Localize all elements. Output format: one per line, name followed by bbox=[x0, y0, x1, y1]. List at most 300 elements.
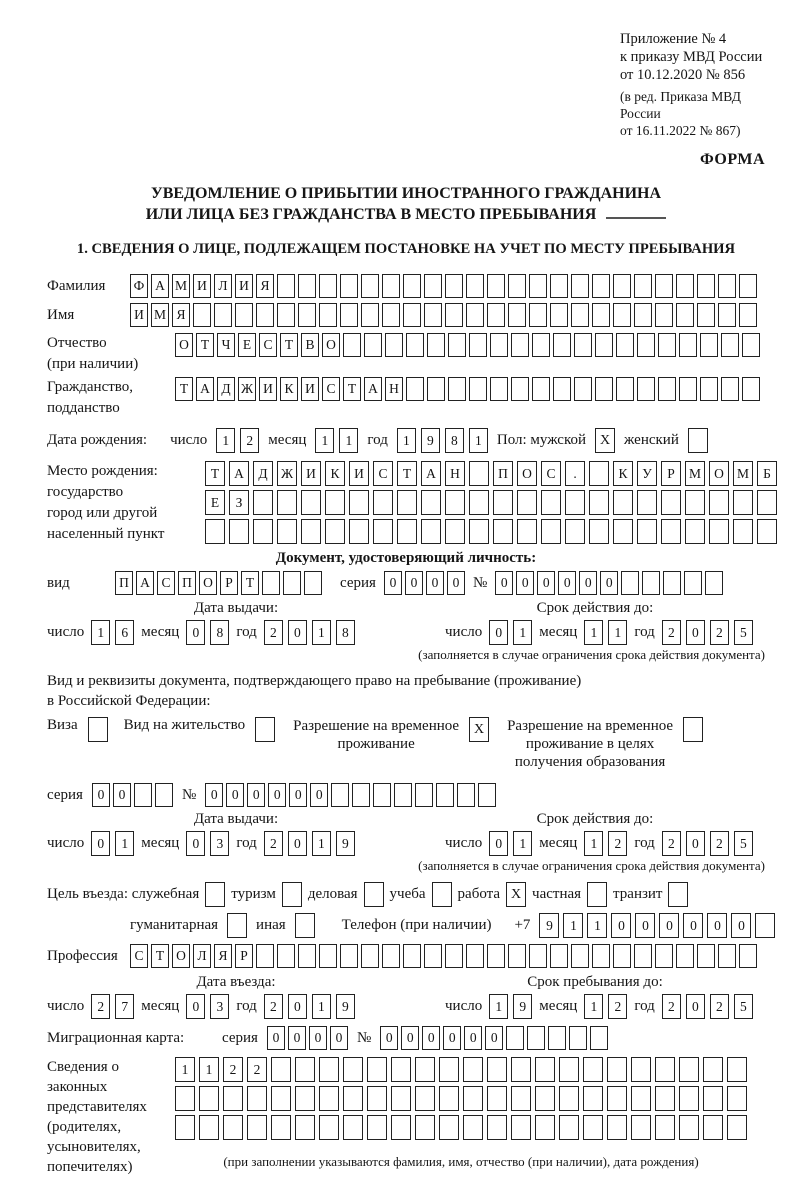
char-cell bbox=[532, 377, 550, 401]
char-cell: 0 bbox=[330, 1026, 348, 1050]
char-cell bbox=[304, 571, 322, 595]
char-cell bbox=[487, 944, 505, 968]
char-cell bbox=[595, 377, 613, 401]
char-cell: 0 bbox=[537, 571, 555, 595]
char-cell bbox=[364, 333, 382, 357]
char-cell: 0 bbox=[495, 571, 513, 595]
char-cell bbox=[487, 1086, 507, 1111]
char-cell bbox=[637, 519, 657, 544]
char-cell bbox=[391, 1057, 411, 1082]
permit-valid-month-label: месяц bbox=[539, 835, 578, 851]
char-cell: 1 bbox=[339, 428, 358, 453]
representatives-boxes-row3 bbox=[175, 1115, 747, 1140]
char-cell bbox=[661, 490, 681, 515]
char-cell bbox=[676, 303, 694, 327]
purpose-private-checkbox bbox=[587, 882, 607, 907]
char-cell bbox=[634, 944, 652, 968]
purpose-business-checkbox bbox=[364, 882, 384, 907]
char-cell bbox=[506, 1026, 524, 1050]
char-cell bbox=[331, 783, 349, 807]
char-cell bbox=[205, 519, 225, 544]
char-cell bbox=[658, 333, 676, 357]
residence-doc-line1: Вид и реквизиты документа, подтверждающего право на пребывание (проживание) bbox=[47, 673, 582, 689]
char-cell bbox=[679, 1057, 699, 1082]
char-cell bbox=[571, 274, 589, 298]
char-cell: 0 bbox=[600, 571, 618, 595]
char-cell bbox=[487, 1115, 507, 1140]
char-cell bbox=[565, 519, 585, 544]
char-cell bbox=[445, 519, 465, 544]
phone-prefix: +7 bbox=[514, 917, 531, 933]
char-cell: 1 bbox=[312, 994, 331, 1019]
char-cell bbox=[559, 1115, 579, 1140]
char-cell bbox=[757, 490, 777, 515]
char-cell: 0 bbox=[288, 831, 307, 856]
char-cell bbox=[421, 519, 441, 544]
stay-until-heading: Срок пребывания до: bbox=[527, 974, 663, 990]
representatives-label bbox=[47, 1057, 175, 1177]
doc-number-boxes bbox=[495, 571, 723, 595]
doc-type-boxes bbox=[115, 571, 322, 595]
migration-series-boxes bbox=[267, 1026, 348, 1050]
representatives-label-line4: (родителях, bbox=[47, 1119, 122, 1135]
char-cell bbox=[571, 303, 589, 327]
doc-series-label: серия bbox=[340, 574, 376, 591]
char-cell bbox=[550, 274, 568, 298]
birth-day-boxes bbox=[216, 428, 259, 453]
char-cell: 1 bbox=[175, 1057, 195, 1082]
char-cell bbox=[349, 519, 369, 544]
char-cell bbox=[511, 1086, 531, 1111]
char-cell bbox=[607, 1086, 627, 1111]
char-cell: 5 bbox=[734, 831, 753, 856]
purpose-study-label: учеба bbox=[389, 886, 426, 902]
purpose-private-label: частная bbox=[532, 886, 582, 902]
header-annotation bbox=[620, 30, 765, 139]
char-cell: В bbox=[301, 333, 319, 357]
representatives-label-line3: представителях bbox=[47, 1099, 147, 1115]
char-cell bbox=[235, 303, 253, 327]
permit-issue-year-label: год bbox=[236, 835, 257, 851]
char-cell bbox=[718, 274, 736, 298]
birth-place-label-line1: Место рождения: bbox=[47, 463, 158, 479]
surname-boxes bbox=[130, 274, 757, 298]
char-cell bbox=[705, 571, 723, 595]
char-cell bbox=[340, 303, 358, 327]
char-cell bbox=[655, 274, 673, 298]
char-cell bbox=[548, 1026, 566, 1050]
forma-label: ФОРМА bbox=[699, 151, 765, 168]
stay-month-label: месяц bbox=[539, 998, 578, 1014]
char-cell bbox=[361, 274, 379, 298]
char-cell: 0 bbox=[731, 913, 751, 938]
visa-label: Виза bbox=[47, 717, 78, 733]
permit-issue-day-boxes bbox=[91, 831, 134, 856]
char-cell bbox=[397, 519, 417, 544]
doc-issue-date-heading: Дата выдачи: bbox=[193, 600, 279, 616]
temp-residence-edu-label-line1: Разрешение на временное bbox=[507, 718, 674, 734]
char-cell: П bbox=[493, 461, 513, 486]
char-cell bbox=[445, 274, 463, 298]
entry-day-label: число bbox=[47, 998, 85, 1014]
stay-year-boxes bbox=[662, 994, 753, 1019]
char-cell bbox=[511, 1057, 531, 1082]
char-cell bbox=[367, 1115, 387, 1140]
entry-month-boxes bbox=[186, 994, 229, 1019]
char-cell bbox=[655, 1057, 675, 1082]
purpose-work-checkbox: X bbox=[506, 882, 526, 907]
char-cell bbox=[319, 274, 337, 298]
char-cell: З bbox=[229, 490, 249, 515]
char-cell: О bbox=[175, 333, 193, 357]
doc-number-label: № bbox=[472, 574, 488, 591]
char-cell bbox=[511, 377, 529, 401]
birth-place-boxes-row2 bbox=[205, 490, 777, 515]
char-cell bbox=[559, 1057, 579, 1082]
entry-year-label: год bbox=[236, 998, 257, 1014]
birth-date-label: Дата рождения: bbox=[47, 432, 148, 448]
char-cell bbox=[589, 519, 609, 544]
header-line-4: (в ред. Приказа МВД России bbox=[620, 89, 741, 121]
char-cell bbox=[700, 333, 718, 357]
stay-day-boxes bbox=[489, 994, 532, 1019]
char-cell bbox=[583, 1057, 603, 1082]
representatives-note: (при заполнении указываются фамилия, имя, отчество (при наличии), дата рождения) bbox=[223, 1154, 699, 1169]
sex-male-label: Пол: мужской bbox=[496, 432, 587, 448]
char-cell bbox=[340, 944, 358, 968]
char-cell: Р bbox=[220, 571, 238, 595]
patronymic-label-line1: Отчество bbox=[47, 335, 107, 351]
birth-day-label: число bbox=[170, 432, 208, 448]
char-cell bbox=[607, 1057, 627, 1082]
char-cell: О bbox=[172, 944, 190, 968]
char-cell bbox=[637, 333, 655, 357]
char-cell bbox=[382, 303, 400, 327]
char-cell: Т bbox=[175, 377, 193, 401]
temp-residence-label bbox=[293, 717, 459, 753]
char-cell: 7 bbox=[115, 994, 134, 1019]
entry-date bbox=[47, 994, 425, 1019]
char-cell: 6 bbox=[115, 620, 134, 645]
char-cell: М bbox=[151, 303, 169, 327]
char-cell bbox=[661, 519, 681, 544]
doc-valid-date bbox=[445, 620, 765, 645]
char-cell: 8 bbox=[210, 620, 229, 645]
identity-doc-heading: Документ, удостоверяющий личность: bbox=[275, 550, 537, 566]
char-cell bbox=[295, 1086, 315, 1111]
char-cell: 0 bbox=[405, 571, 423, 595]
char-cell: 0 bbox=[186, 994, 205, 1019]
char-cell bbox=[134, 783, 152, 807]
char-cell: 0 bbox=[443, 1026, 461, 1050]
char-cell bbox=[175, 1115, 195, 1140]
representatives-label-line2: законных bbox=[47, 1079, 108, 1095]
char-cell: 0 bbox=[707, 913, 727, 938]
char-cell bbox=[676, 944, 694, 968]
char-cell bbox=[466, 274, 484, 298]
char-cell bbox=[742, 377, 760, 401]
char-cell: 2 bbox=[662, 994, 681, 1019]
char-cell bbox=[565, 490, 585, 515]
char-cell: И bbox=[130, 303, 148, 327]
char-cell bbox=[703, 1115, 723, 1140]
char-cell bbox=[709, 490, 729, 515]
char-cell bbox=[700, 377, 718, 401]
char-cell bbox=[155, 783, 173, 807]
char-cell bbox=[415, 1086, 435, 1111]
char-cell bbox=[193, 303, 211, 327]
char-cell bbox=[382, 944, 400, 968]
entry-month-label: месяц bbox=[141, 998, 180, 1014]
char-cell: 0 bbox=[516, 571, 534, 595]
doc-valid-year-label: год bbox=[634, 624, 655, 640]
doc-issue-month-label: месяц bbox=[141, 624, 180, 640]
representatives-label-line5: усыновителях, bbox=[47, 1139, 141, 1155]
char-cell bbox=[229, 519, 249, 544]
char-cell bbox=[271, 1086, 291, 1111]
char-cell: 2 bbox=[223, 1057, 243, 1082]
char-cell: 9 bbox=[539, 913, 559, 938]
residence-doc-line2: в Российской Федерации: bbox=[47, 693, 211, 709]
char-cell bbox=[439, 1115, 459, 1140]
representatives-label-line6: попечителях) bbox=[47, 1159, 133, 1175]
char-cell: 2 bbox=[662, 620, 681, 645]
char-cell bbox=[487, 303, 505, 327]
char-cell: Т bbox=[343, 377, 361, 401]
char-cell: И bbox=[301, 377, 319, 401]
char-cell bbox=[424, 944, 442, 968]
permit-issue-month-label: месяц bbox=[141, 835, 180, 851]
entry-date-heading: Дата въезда: bbox=[196, 974, 276, 990]
char-cell: 1 bbox=[513, 831, 532, 856]
char-cell bbox=[415, 783, 433, 807]
stay-until-date bbox=[445, 994, 765, 1019]
char-cell bbox=[298, 303, 316, 327]
temp-residence-edu-checkbox bbox=[683, 717, 703, 742]
char-cell: 0 bbox=[447, 571, 465, 595]
char-cell: О bbox=[322, 333, 340, 357]
char-cell: 0 bbox=[268, 783, 286, 807]
char-cell bbox=[550, 944, 568, 968]
char-cell: 0 bbox=[380, 1026, 398, 1050]
char-cell: Т bbox=[280, 333, 298, 357]
char-cell bbox=[553, 377, 571, 401]
header-line-5: от 16.11.2022 № 867) bbox=[620, 123, 741, 138]
char-cell bbox=[655, 944, 673, 968]
char-cell: 1 bbox=[397, 428, 416, 453]
char-cell: Л bbox=[193, 944, 211, 968]
char-cell: К bbox=[280, 377, 298, 401]
char-cell: 1 bbox=[115, 831, 134, 856]
char-cell: 9 bbox=[336, 994, 355, 1019]
char-cell bbox=[175, 1086, 195, 1111]
birth-place-label-line2: государство bbox=[47, 484, 124, 500]
birth-month-boxes bbox=[315, 428, 358, 453]
char-cell: 0 bbox=[288, 994, 307, 1019]
visit-purpose-official-label: Цель въезда: служебная bbox=[47, 886, 200, 902]
char-cell bbox=[391, 1086, 411, 1111]
char-cell: 0 bbox=[205, 783, 223, 807]
char-cell bbox=[256, 944, 274, 968]
char-cell bbox=[718, 303, 736, 327]
char-cell bbox=[517, 519, 537, 544]
char-cell: 0 bbox=[659, 913, 679, 938]
char-cell bbox=[592, 944, 610, 968]
char-cell: А bbox=[136, 571, 154, 595]
char-cell bbox=[424, 274, 442, 298]
char-cell bbox=[676, 274, 694, 298]
char-cell bbox=[595, 333, 613, 357]
char-cell: 1 bbox=[312, 831, 331, 856]
char-cell: Т bbox=[196, 333, 214, 357]
char-cell bbox=[718, 944, 736, 968]
char-cell: 0 bbox=[464, 1026, 482, 1050]
char-cell: 0 bbox=[384, 571, 402, 595]
char-cell: Ч bbox=[217, 333, 235, 357]
char-cell: 1 bbox=[469, 428, 488, 453]
patronymic-boxes bbox=[175, 333, 760, 357]
char-cell bbox=[517, 490, 537, 515]
char-cell bbox=[367, 1057, 387, 1082]
char-cell: О bbox=[517, 461, 537, 486]
char-cell bbox=[679, 333, 697, 357]
char-cell bbox=[256, 303, 274, 327]
char-cell: 0 bbox=[92, 783, 110, 807]
char-cell bbox=[277, 274, 295, 298]
temp-residence-checkbox: X bbox=[469, 717, 489, 742]
char-cell bbox=[529, 274, 547, 298]
char-cell bbox=[277, 303, 295, 327]
char-cell: 8 bbox=[445, 428, 464, 453]
char-cell bbox=[325, 490, 345, 515]
char-cell bbox=[637, 490, 657, 515]
char-cell bbox=[527, 1026, 545, 1050]
char-cell: М bbox=[172, 274, 190, 298]
char-cell bbox=[508, 303, 526, 327]
char-cell bbox=[571, 944, 589, 968]
char-cell bbox=[757, 519, 777, 544]
char-cell bbox=[469, 333, 487, 357]
patronymic-label bbox=[47, 333, 175, 375]
char-cell bbox=[592, 303, 610, 327]
sex-female-checkbox bbox=[688, 428, 708, 453]
permit-series-label: серия bbox=[47, 786, 83, 803]
doc-validity-note: (заполняется в случае ограничения срока действия документа) bbox=[418, 647, 765, 662]
purpose-tourism-checkbox bbox=[282, 882, 302, 907]
form-title-line1: УВЕДОМЛЕНИЕ О ПРИБЫТИИ ИНОСТРАННОГО ГРАЖДАНИНА bbox=[150, 185, 662, 202]
name-label: Имя bbox=[47, 306, 75, 323]
char-cell bbox=[247, 1086, 267, 1111]
char-cell bbox=[541, 519, 561, 544]
temp-residence-edu-label bbox=[507, 717, 673, 771]
permit-valid-day-label: число bbox=[445, 835, 483, 851]
purpose-work-label: работа bbox=[457, 886, 501, 902]
char-cell bbox=[613, 274, 631, 298]
char-cell: 0 bbox=[426, 571, 444, 595]
phone-boxes bbox=[539, 913, 775, 938]
char-cell bbox=[589, 490, 609, 515]
char-cell bbox=[367, 1086, 387, 1111]
char-cell: С bbox=[541, 461, 561, 486]
representatives-label-line1: Сведения о bbox=[47, 1059, 119, 1075]
char-cell: 0 bbox=[186, 831, 205, 856]
stay-month-boxes bbox=[584, 994, 627, 1019]
purpose-other-checkbox bbox=[295, 913, 315, 938]
char-cell: 9 bbox=[513, 994, 532, 1019]
char-cell bbox=[569, 1026, 587, 1050]
char-cell bbox=[352, 783, 370, 807]
permit-valid-year-label: год bbox=[634, 835, 655, 851]
purpose-transit-checkbox bbox=[668, 882, 688, 907]
char-cell bbox=[277, 490, 297, 515]
char-cell: 1 bbox=[489, 994, 508, 1019]
char-cell: 0 bbox=[267, 1026, 285, 1050]
char-cell bbox=[655, 303, 673, 327]
permit-valid-until-heading: Срок действия до: bbox=[536, 811, 654, 827]
sex-female-label: женский bbox=[624, 432, 679, 448]
char-cell: 0 bbox=[489, 831, 508, 856]
char-cell bbox=[658, 377, 676, 401]
form-title-line2-text: ИЛИ ЛИЦА БЕЗ ГРАЖДАНСТВА В МЕСТО ПРЕБЫВАНИЯ bbox=[145, 206, 597, 223]
char-cell bbox=[589, 461, 609, 486]
char-cell bbox=[448, 333, 466, 357]
char-cell bbox=[271, 1115, 291, 1140]
char-cell bbox=[511, 333, 529, 357]
char-cell: П bbox=[115, 571, 133, 595]
char-cell bbox=[391, 1115, 411, 1140]
char-cell: 0 bbox=[686, 994, 705, 1019]
char-cell: 1 bbox=[563, 913, 583, 938]
permit-issue-date-heading: Дата выдачи: bbox=[193, 811, 279, 827]
char-cell bbox=[550, 303, 568, 327]
char-cell bbox=[403, 274, 421, 298]
char-cell bbox=[592, 274, 610, 298]
char-cell bbox=[271, 1057, 291, 1082]
char-cell bbox=[385, 333, 403, 357]
char-cell: 0 bbox=[683, 913, 703, 938]
char-cell: 9 bbox=[421, 428, 440, 453]
char-cell: С bbox=[130, 944, 148, 968]
char-cell bbox=[583, 1115, 603, 1140]
char-cell bbox=[727, 1086, 747, 1111]
char-cell: М bbox=[685, 461, 705, 486]
migration-card-label: Миграционная карта: bbox=[47, 1029, 185, 1046]
char-cell bbox=[361, 944, 379, 968]
permit-valid-month-boxes bbox=[584, 831, 627, 856]
char-cell bbox=[721, 377, 739, 401]
stay-year-label: год bbox=[634, 998, 655, 1014]
char-cell bbox=[490, 377, 508, 401]
char-cell: 1 bbox=[312, 620, 331, 645]
char-cell: 0 bbox=[635, 913, 655, 938]
char-cell: Ж bbox=[238, 377, 256, 401]
char-cell bbox=[679, 1115, 699, 1140]
char-cell bbox=[739, 274, 757, 298]
migration-series-label: серия bbox=[222, 1029, 258, 1046]
char-cell bbox=[511, 1115, 531, 1140]
doc-valid-until-heading: Срок действия до: bbox=[536, 600, 654, 616]
char-cell: 5 bbox=[734, 994, 753, 1019]
residence-permit-checkbox bbox=[255, 717, 275, 742]
doc-series-boxes bbox=[384, 571, 465, 595]
header-line-3: от 10.12.2020 № 856 bbox=[620, 67, 746, 83]
char-cell bbox=[613, 303, 631, 327]
char-cell: 0 bbox=[226, 783, 244, 807]
doc-valid-month-boxes bbox=[584, 620, 627, 645]
residence-permit-label: Вид на жительство bbox=[123, 717, 246, 733]
char-cell: Т bbox=[397, 461, 417, 486]
char-cell: 1 bbox=[584, 620, 603, 645]
